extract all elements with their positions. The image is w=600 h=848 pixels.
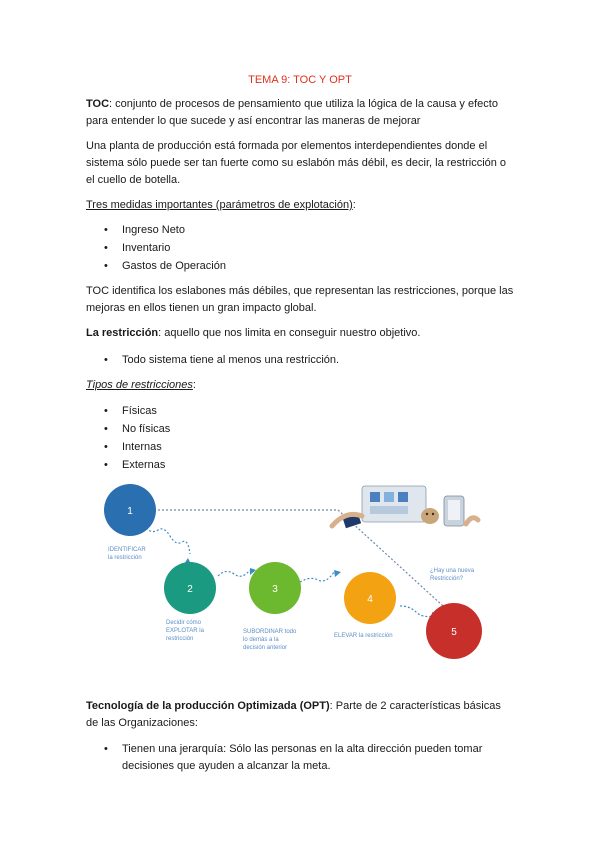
measures-heading-text: Tres medidas importantes (parámetros de explotación) — [86, 199, 353, 211]
list-item: • Externas — [86, 456, 170, 474]
illustration-dog-eye — [432, 513, 434, 515]
toc-steps-diagram — [100, 478, 482, 668]
measures-heading — [86, 197, 516, 214]
types-heading-text: Tipos de restricciones — [86, 379, 193, 391]
list-item: • No físicas — [86, 420, 170, 438]
illustration-dog-eye — [426, 513, 428, 515]
list-item: • Ingreso Neto — [86, 221, 226, 239]
illustration-chart-block — [384, 492, 394, 502]
measures-colon: : — [352, 199, 356, 211]
types-heading — [86, 377, 516, 394]
illustration-tablet-screen — [448, 500, 460, 520]
step-label: IDENTIFICAR — [108, 547, 146, 553]
page-title: TEMA 9: TOC Y OPT — [248, 74, 352, 86]
types-list — [86, 402, 170, 474]
step-1 — [104, 484, 156, 561]
illustration-dog — [421, 508, 439, 524]
list-item: • Tienen una jerarquía: Sólo las personas en la alta dirección pueden tomar decisiones que ayuden a alcanzar la meta. — [86, 741, 516, 775]
step-label: restricción — [166, 636, 194, 642]
restriction-list — [86, 351, 339, 369]
restriction-definition-text: : aquello que nos limita en conseguir nuestro objetivo. — [158, 327, 421, 339]
step-label: lo demás a la — [243, 637, 279, 643]
step-4 — [334, 572, 396, 639]
new-restriction-question: ¿Hay una nueva — [430, 568, 475, 574]
measures-list — [86, 221, 226, 275]
illustration-chart-block — [398, 492, 408, 502]
step-label: decisión anterior — [243, 645, 288, 651]
step-label: la restricción — [108, 555, 142, 561]
arrow-2-to-3 — [218, 570, 250, 576]
step-label: Decidir cómo — [166, 620, 202, 626]
step-5 — [426, 603, 482, 659]
types-colon: : — [192, 379, 196, 391]
list-item: • Físicas — [86, 402, 170, 420]
illustration-chart-block — [370, 492, 380, 502]
opt-definition — [86, 698, 516, 732]
step-number: 5 — [451, 627, 457, 638]
step-label: ELEVAR la restricción — [334, 633, 393, 639]
arrow-1-to-2 — [146, 528, 190, 554]
arrow-head-icon — [334, 570, 341, 577]
arrow-3-to-4 — [300, 572, 334, 582]
toc-definition — [86, 96, 516, 130]
opt-term: Tecnología de la producción Optimizada (OPT) — [86, 700, 330, 712]
step-number: 1 — [127, 506, 133, 517]
list-item: • Inventario — [86, 239, 226, 257]
toc-term: TOC — [86, 98, 110, 110]
step-3 — [243, 562, 301, 651]
plant-paragraph: Una planta de producción está formada por elementos interdependientes donde el sistema sólo puede ser tan fuerte como su eslabón más débil, es decir, la restricción o el cuello de botella. — [86, 140, 507, 186]
toc-definition-text: : conjunto de procesos de pensamiento que utiliza la lógica de la causa y efecto para entender lo que sucede y así encontrar las maneras de mejorar — [86, 98, 498, 127]
opt-definition-text: : Parte de 2 características básicas de las Organizaciones: — [86, 700, 501, 729]
arrow-4-to-5 — [400, 606, 434, 617]
step-2 — [164, 562, 216, 642]
step-number: 3 — [272, 584, 278, 595]
analysis-illustration — [332, 486, 478, 528]
step-label: SUBORDINAR todo — [243, 629, 297, 635]
step-label: EXPLOTAR la — [166, 628, 204, 634]
restriction-definition — [86, 325, 516, 342]
step-number: 2 — [187, 584, 193, 595]
step-number: 4 — [367, 594, 373, 605]
restriction-term: La restricción — [86, 327, 159, 339]
list-item: • Todo sistema tiene al menos una restricción. — [86, 351, 339, 369]
list-item: • Internas — [86, 438, 170, 456]
list-item: • Gastos de Operación — [86, 257, 226, 275]
illustration-board — [362, 486, 426, 522]
opt-list — [86, 741, 516, 775]
illustration-chart-block — [370, 506, 408, 514]
toc-identifies-paragraph: TOC identifica los eslabones más débiles, que representan las restricciones, porque las mejoras en ellos tienen un gran impacto global. — [86, 285, 514, 314]
illustration-hand — [466, 518, 478, 524]
new-restriction-question: Restricción? — [430, 576, 464, 582]
